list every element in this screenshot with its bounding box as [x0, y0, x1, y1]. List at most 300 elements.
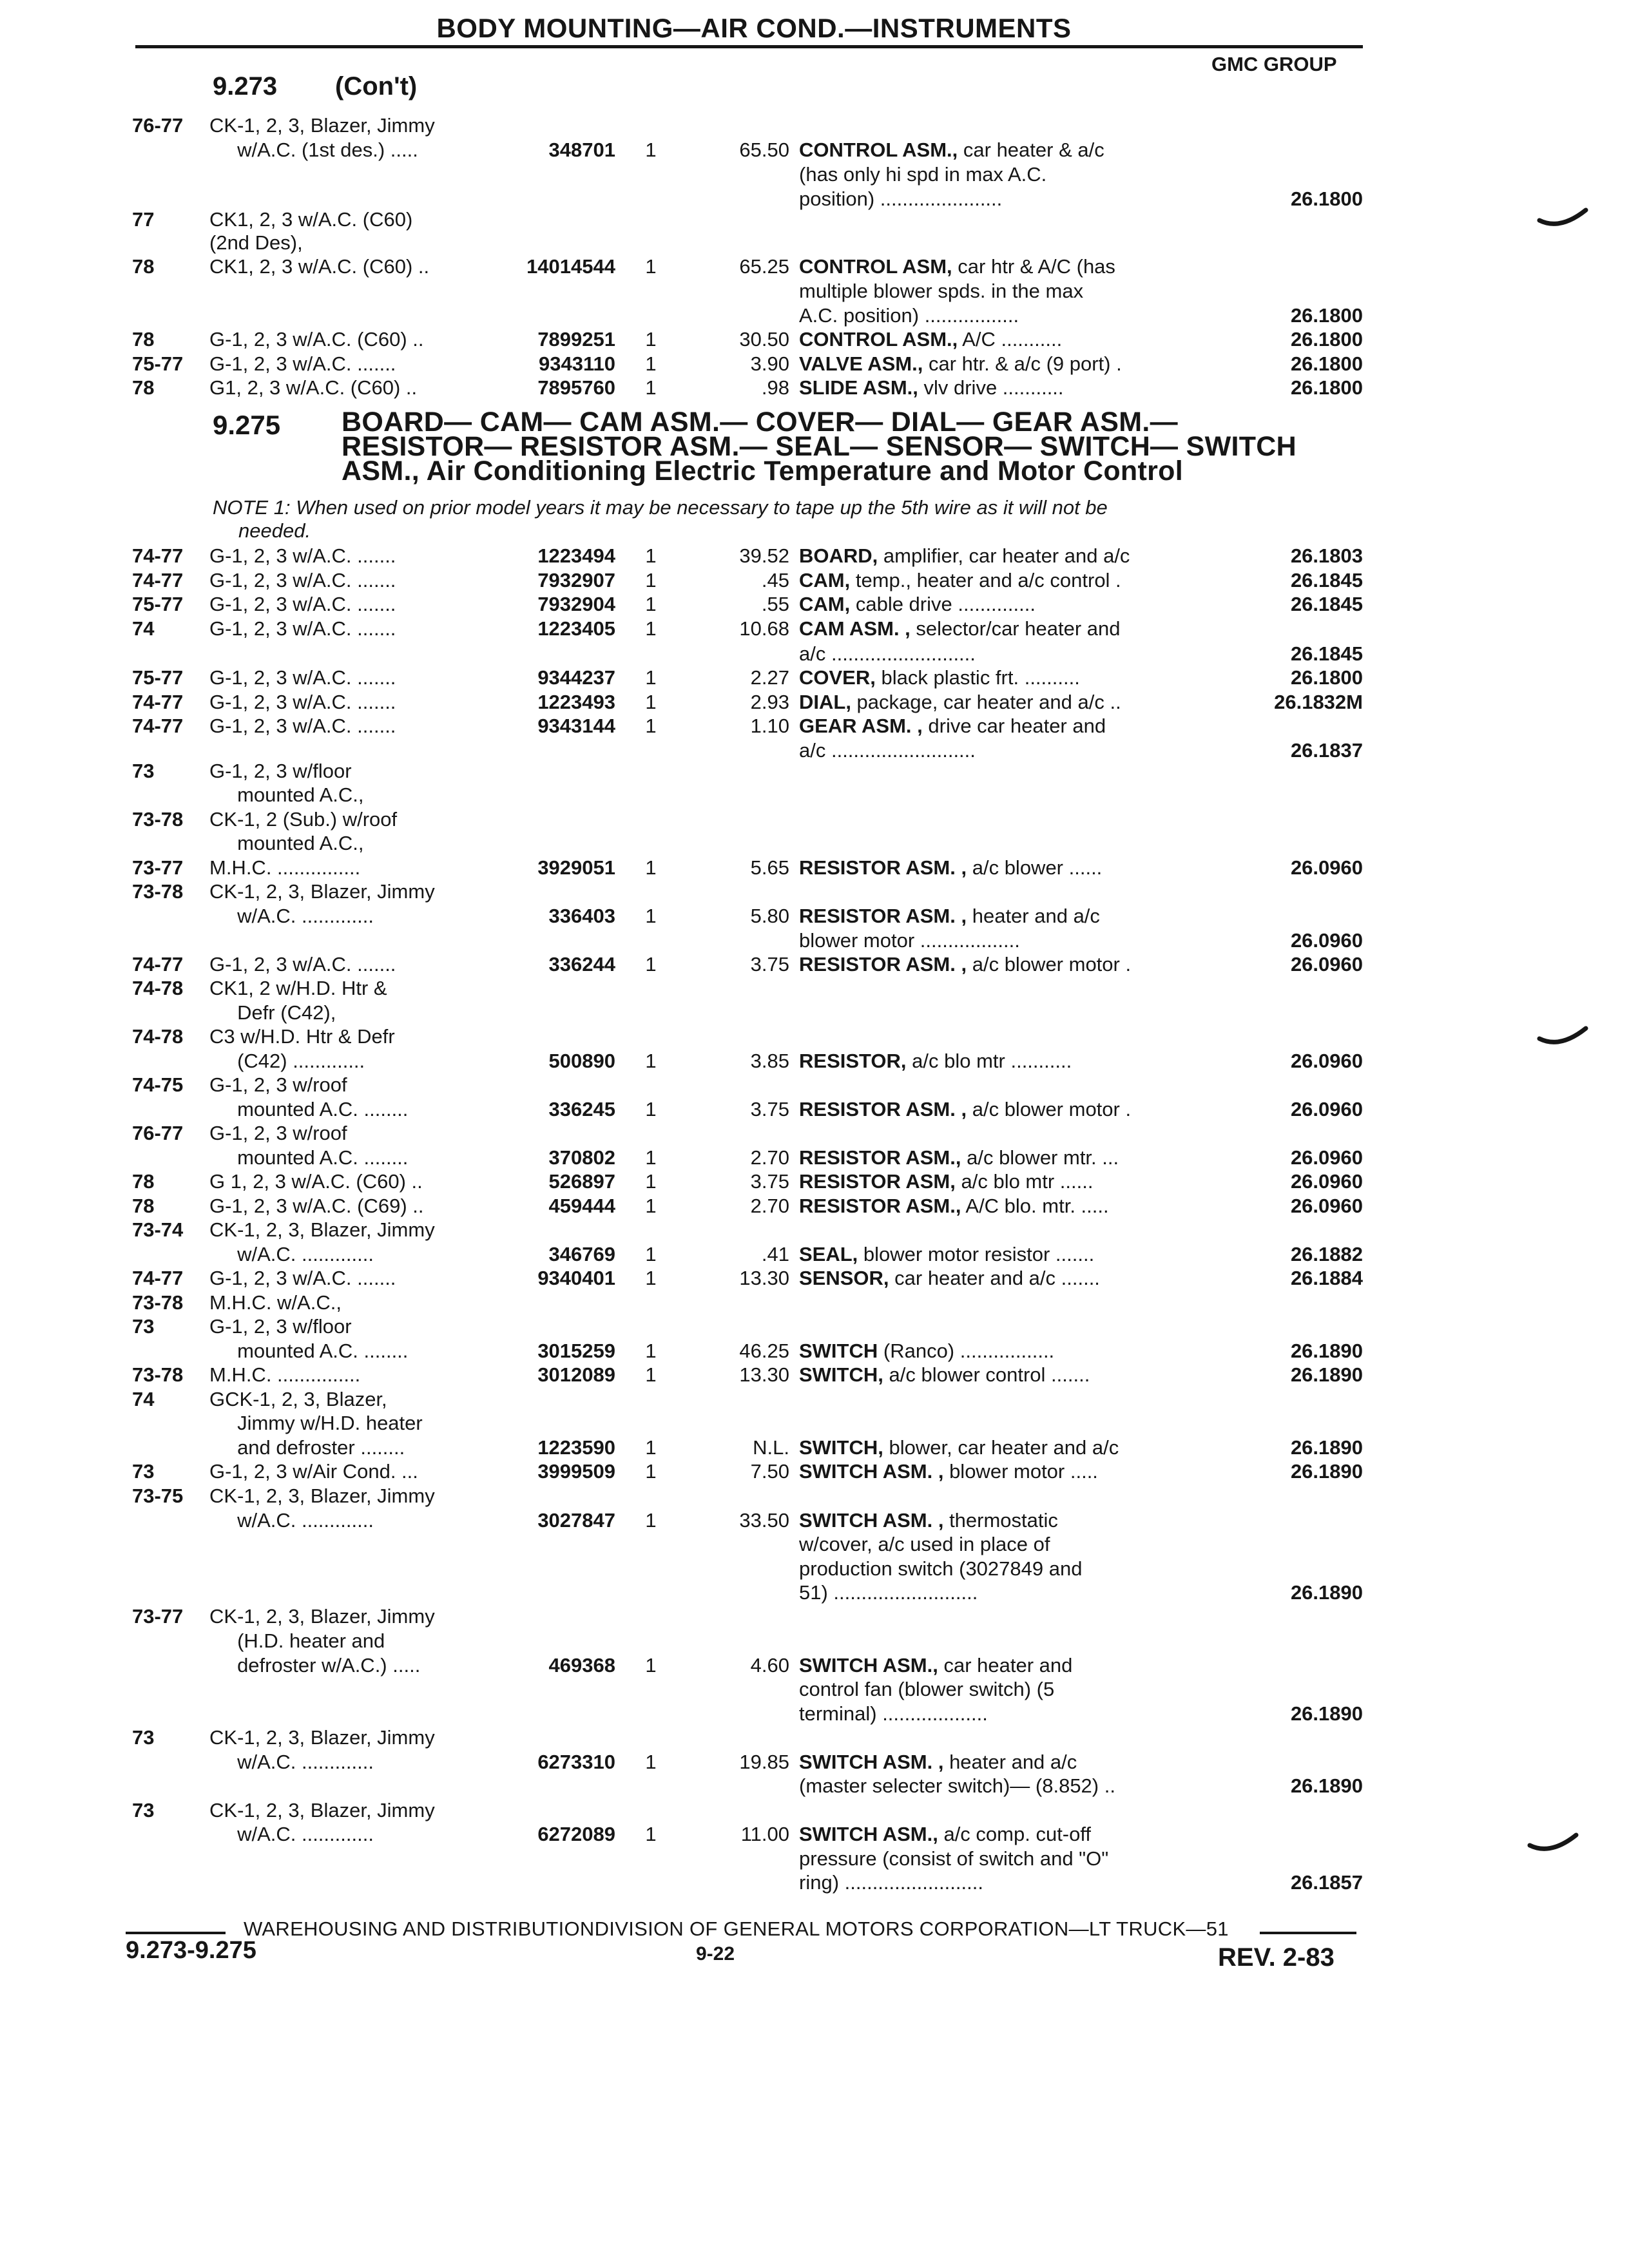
description	[799, 1774, 1115, 1798]
price: 10.68	[739, 617, 789, 640]
application: mounted A.C.,	[209, 783, 364, 806]
model-years: 73-78	[132, 808, 184, 831]
description-text: drive car heater and	[922, 715, 1106, 737]
group-number: 26.1800	[1290, 328, 1363, 351]
part-name: RESISTOR ASM,	[799, 1170, 956, 1193]
application: w/A.C. .............	[209, 1751, 374, 1773]
quantity: 1	[645, 569, 657, 591]
table-row	[0, 1146, 1629, 1171]
table-row	[0, 1484, 1629, 1510]
part-name: SEAL,	[799, 1243, 858, 1265]
quantity: 1	[645, 1267, 657, 1289]
model-years: 73-78	[132, 880, 184, 903]
application: mounted A.C. ........	[209, 1098, 409, 1120]
application: G1, 2, 3 w/A.C. (C60) ..	[209, 376, 418, 399]
table-row	[0, 303, 1629, 329]
table-row	[0, 1604, 1629, 1630]
part-name: CAM,	[799, 569, 851, 591]
description-text: a/c blo mtr ......	[955, 1170, 1094, 1193]
description	[799, 1750, 1077, 1774]
description	[799, 352, 1122, 376]
price: 39.52	[739, 544, 789, 567]
application: G-1, 2, 3 w/A.C. (C60) ..	[209, 328, 424, 351]
description	[799, 376, 1064, 399]
description-text: cable drive ..............	[850, 593, 1036, 615]
application: and defroster ........	[209, 1436, 405, 1459]
application: CK-1, 2, 3, Blazer, Jimmy	[209, 114, 435, 137]
description-text: multiple blower spds. in the max	[799, 280, 1084, 302]
table-row	[0, 1677, 1629, 1703]
description-text: amplifier, car heater and a/c	[878, 544, 1130, 567]
part-number: 3027847	[537, 1509, 615, 1532]
price: 33.50	[739, 1509, 789, 1532]
part-name: CONTROL ASM.,	[799, 328, 958, 351]
price: 7.50	[750, 1460, 789, 1483]
part-name: RESISTOR ASM. ,	[799, 905, 967, 927]
application: GCK-1, 2, 3, Blazer,	[209, 1388, 387, 1410]
part-number: 9340401	[537, 1267, 615, 1289]
part-number: 7899251	[537, 328, 615, 351]
price: 65.25	[739, 255, 789, 278]
quantity: 1	[645, 1170, 657, 1193]
group-number: 26.1845	[1290, 593, 1363, 615]
application: CK-1, 2, 3, Blazer, Jimmy	[209, 1605, 435, 1628]
table-row	[0, 904, 1629, 930]
part-name: RESISTOR ASM.,	[799, 1195, 961, 1217]
table-row	[0, 1459, 1629, 1485]
quantity: 1	[645, 1823, 657, 1845]
application: CK1, 2 w/H.D. Htr &	[209, 977, 387, 999]
application: CK-1, 2, 3, Blazer, Jimmy	[209, 880, 435, 903]
quantity: 1	[645, 953, 657, 975]
description-text: a/c blower ......	[967, 856, 1103, 879]
model-years: 76-77	[132, 114, 184, 137]
description	[799, 303, 1019, 327]
application: w/A.C. .............	[209, 1509, 374, 1532]
description	[799, 138, 1104, 162]
quantity: 1	[645, 139, 657, 161]
part-name: SWITCH,	[799, 1363, 883, 1386]
part-name: SWITCH,	[799, 1436, 883, 1459]
description	[799, 928, 1020, 952]
description	[799, 856, 1102, 879]
table-row	[0, 1242, 1629, 1268]
description-text: (has only hi spd in max A.C.	[799, 163, 1047, 186]
table-row	[0, 207, 1629, 233]
description-text: A.C. position) .................	[799, 304, 1019, 327]
description	[799, 592, 1036, 616]
description-text: production switch (3027849 and	[799, 1557, 1083, 1580]
part-number: 9343110	[539, 352, 615, 375]
part-number: 6273310	[537, 1751, 615, 1773]
application: Jimmy w/H.D. heater	[209, 1412, 423, 1434]
table-row	[0, 666, 1629, 691]
description-text: a/c blo mtr ...........	[906, 1050, 1072, 1072]
price: 19.85	[739, 1751, 789, 1773]
model-years: 73-75	[132, 1485, 184, 1507]
price: 13.30	[739, 1267, 789, 1289]
application: G 1, 2, 3 w/A.C. (C60) ..	[209, 1170, 423, 1193]
group-number: 26.1800	[1290, 376, 1363, 399]
part-number: 370802	[548, 1146, 615, 1169]
description	[799, 690, 1121, 714]
description-text: vlv drive ...........	[918, 376, 1064, 399]
application: G-1, 2, 3 w/A.C. .......	[209, 1267, 396, 1289]
part-name: SWITCH	[799, 1340, 878, 1362]
description	[799, 1870, 983, 1894]
quantity: 1	[645, 544, 657, 567]
part-name: CONTROL ASM,	[799, 255, 952, 278]
part-number: 1223493	[537, 691, 615, 713]
model-years: 74-75	[132, 1073, 184, 1096]
application: G-1, 2, 3 w/A.C. .......	[209, 352, 396, 375]
description	[799, 255, 1115, 278]
description-text: blower motor .....	[943, 1460, 1098, 1483]
description	[799, 1242, 1094, 1266]
part-name: CONTROL ASM.,	[799, 139, 958, 161]
price: 2.70	[750, 1146, 789, 1169]
description	[799, 544, 1130, 568]
description	[799, 714, 1106, 738]
table-row	[0, 1557, 1629, 1582]
application: CK1, 2, 3 w/A.C. (C60)	[209, 208, 413, 231]
description	[799, 1581, 978, 1604]
part-number: 9343144	[537, 715, 615, 737]
table-row	[0, 231, 1629, 256]
model-years: 73-77	[132, 1605, 184, 1628]
price: 30.50	[739, 328, 789, 351]
note-line: NOTE 1: When used on prior model years it may be necessary to tape up the 5th wire as it will not be	[213, 496, 1108, 519]
section-number: 9.273	[213, 72, 278, 101]
part-number: 1223405	[537, 617, 615, 640]
table-row	[0, 759, 1629, 785]
table-row	[0, 831, 1629, 857]
description-text: black plastic frt. ..........	[875, 666, 1080, 689]
application: w/A.C. .............	[209, 905, 374, 927]
group-label: GMC GROUP	[1211, 53, 1337, 75]
group-number: 26.1845	[1290, 642, 1363, 665]
table-row	[0, 113, 1629, 139]
price: .98	[761, 376, 789, 399]
table-row	[0, 952, 1629, 978]
part-number: 9344237	[537, 666, 615, 689]
part-number: 3999509	[537, 1460, 615, 1483]
quantity: 1	[645, 905, 657, 927]
quantity: 1	[645, 593, 657, 615]
quantity: 1	[645, 856, 657, 879]
table-row	[0, 976, 1629, 1002]
model-years: 73-77	[132, 856, 184, 879]
quantity: 1	[645, 1436, 657, 1459]
price: 2.70	[750, 1195, 789, 1217]
application: mounted A.C.,	[209, 832, 364, 854]
application: CK-1, 2 (Sub.) w/roof	[209, 808, 398, 831]
model-years: 74-77	[132, 715, 184, 737]
part-name: RESISTOR ASM.,	[799, 1146, 961, 1169]
table-row	[0, 544, 1629, 570]
model-years: 74-77	[132, 544, 184, 567]
price: 2.27	[750, 666, 789, 689]
application: mounted A.C. ........	[209, 1340, 409, 1362]
quantity: 1	[645, 1460, 657, 1483]
part-number: 336245	[548, 1098, 615, 1120]
model-years: 78	[132, 328, 155, 351]
application: CK-1, 2, 3, Blazer, Jimmy	[209, 1218, 435, 1241]
price: N.L.	[753, 1436, 789, 1459]
table-row	[0, 1073, 1629, 1099]
description-text: position) ......................	[799, 187, 1003, 210]
part-name: GEAR ASM. ,	[799, 715, 923, 737]
description-text: blower motor ..................	[799, 929, 1020, 952]
part-name: CAM ASM. ,	[799, 617, 911, 640]
description	[799, 1459, 1098, 1483]
price: 1.10	[750, 715, 789, 737]
group-number: 26.0960	[1290, 929, 1363, 952]
model-years: 73	[132, 1726, 155, 1749]
group-number: 26.0960	[1290, 856, 1363, 879]
description	[799, 1146, 1119, 1169]
table-row	[0, 1870, 1629, 1896]
part-name: SENSOR,	[799, 1267, 889, 1289]
description	[799, 1557, 1082, 1581]
description-text: car heater & a/c	[958, 139, 1104, 161]
part-name: BOARD,	[799, 544, 878, 567]
table-row	[0, 714, 1629, 740]
quantity: 1	[645, 352, 657, 375]
description	[799, 666, 1080, 689]
group-number: 26.1890	[1290, 1774, 1363, 1797]
table-row	[0, 1169, 1629, 1195]
description-text: (master selecter switch)— (8.852) ..	[799, 1774, 1115, 1797]
application: G-1, 2, 3 w/A.C. .......	[209, 691, 396, 713]
quantity: 1	[645, 1098, 657, 1120]
table-row	[0, 807, 1629, 833]
price: 5.80	[750, 905, 789, 927]
application: G-1, 2, 3 w/A.C. .......	[209, 569, 396, 591]
description-text: A/C blo. mtr. .....	[961, 1195, 1109, 1217]
table-row	[0, 1024, 1629, 1050]
table-row	[0, 162, 1629, 188]
quantity: 1	[645, 691, 657, 713]
price: .45	[761, 569, 789, 591]
description-text: terminal) ...................	[799, 1702, 988, 1725]
quantity: 1	[645, 1195, 657, 1217]
model-years: 78	[132, 1195, 155, 1217]
quantity: 1	[645, 376, 657, 399]
quantity: 1	[645, 1751, 657, 1773]
price: .55	[761, 593, 789, 615]
description-text: thermostatic	[943, 1509, 1058, 1532]
description-text: a/c ..........................	[799, 642, 976, 665]
quantity: 1	[645, 617, 657, 640]
model-years: 73-74	[132, 1218, 184, 1241]
description-text: car htr. & a/c (9 port) .	[923, 352, 1122, 375]
group-number: 26.1800	[1290, 187, 1363, 210]
application: G-1, 2, 3 w/A.C. .......	[209, 593, 396, 615]
application: CK-1, 2, 3, Blazer, Jimmy	[209, 1726, 435, 1749]
part-number: 7895760	[537, 376, 615, 399]
description-text: 51) ..........................	[799, 1581, 978, 1604]
description-text: ring) .........................	[799, 1871, 983, 1894]
application: G-1, 2, 3 w/A.C. .......	[209, 715, 396, 737]
table-row	[0, 1774, 1629, 1800]
group-number: 26.1800	[1290, 352, 1363, 375]
description-text: heater and a/c	[943, 1751, 1077, 1773]
table-row	[0, 690, 1629, 716]
table-row	[0, 1508, 1629, 1534]
price: 65.50	[739, 139, 789, 161]
description	[799, 617, 1120, 640]
application: G-1, 2, 3 w/floor	[209, 760, 352, 782]
description-text: a/c comp. cut-off	[938, 1823, 1092, 1845]
price: 3.75	[750, 1098, 789, 1120]
part-number: 6272089	[537, 1823, 615, 1845]
table-row	[0, 1798, 1629, 1824]
part-number: 14014544	[526, 255, 615, 278]
section-continued-label: (Con't)	[335, 72, 418, 101]
table-row	[0, 1314, 1629, 1340]
part-name: DIAL,	[799, 691, 851, 713]
table-row	[0, 376, 1629, 401]
group-number: 26.1890	[1290, 1436, 1363, 1459]
table-row	[0, 327, 1629, 353]
part-number: 336244	[548, 953, 615, 975]
description	[799, 162, 1046, 186]
part-name: RESISTOR,	[799, 1050, 907, 1072]
group-number: 26.0960	[1290, 953, 1363, 975]
section-275-number: 9.275	[213, 410, 281, 440]
table-row	[0, 1387, 1629, 1413]
price: 5.65	[750, 856, 789, 879]
part-number: 348701	[548, 139, 615, 161]
group-number: 26.1890	[1290, 1460, 1363, 1483]
footer-rule	[1260, 1932, 1356, 1934]
part-number: 469368	[548, 1654, 615, 1677]
part-name: COVER,	[799, 666, 876, 689]
quantity: 1	[645, 328, 657, 351]
table-row	[0, 1725, 1629, 1751]
model-years: 73	[132, 1315, 155, 1338]
description	[799, 1532, 1050, 1556]
table-row	[0, 856, 1629, 881]
table-row	[0, 1581, 1629, 1606]
description	[799, 1677, 1054, 1701]
table-row	[0, 1532, 1629, 1558]
model-years: 74-77	[132, 953, 184, 975]
application: (C42) .............	[209, 1050, 365, 1072]
application: G-1, 2, 3 w/A.C. .......	[209, 953, 396, 975]
table-row	[0, 1266, 1629, 1292]
description-text: A/C ...........	[958, 328, 1063, 351]
table-row	[0, 1291, 1629, 1316]
application: G-1, 2, 3 w/roof	[209, 1073, 347, 1096]
footer-page-number: 9-22	[696, 1943, 735, 1965]
description	[799, 1097, 1131, 1121]
quantity: 1	[645, 1509, 657, 1532]
part-name: CAM,	[799, 593, 851, 615]
description-text: temp., heater and a/c control .	[850, 569, 1121, 591]
description-text: car htr & A/C (has	[952, 255, 1115, 278]
page-title: BODY MOUNTING—AIR COND.—INSTRUMENTS	[436, 13, 1072, 43]
application: w/A.C. .............	[209, 1243, 374, 1265]
section-275-title-line: RESISTOR— RESISTOR ASM.— SEAL— SENSOR— SWITCH— SWITCH	[342, 431, 1296, 462]
group-number: 26.1884	[1290, 1267, 1363, 1289]
table-row	[0, 1847, 1629, 1872]
application: M.H.C. ...............	[209, 856, 361, 879]
table-row	[0, 592, 1629, 618]
part-name: VALVE ASM.,	[799, 352, 923, 375]
description	[799, 1653, 1072, 1677]
footer-rule	[126, 1932, 226, 1934]
price: 4.60	[750, 1654, 789, 1677]
description	[799, 1049, 1072, 1073]
table-row	[0, 1436, 1629, 1461]
model-years: 73	[132, 1460, 155, 1483]
group-number: 26.1890	[1290, 1702, 1363, 1725]
quantity: 1	[645, 255, 657, 278]
model-years: 73	[132, 760, 155, 782]
application: C3 w/H.D. Htr & Defr	[209, 1025, 395, 1048]
group-number: 26.0960	[1290, 1195, 1363, 1217]
model-years: 74-78	[132, 977, 184, 999]
description	[799, 1169, 1093, 1193]
application: M.H.C. w/A.C.,	[209, 1291, 342, 1314]
table-row	[0, 1702, 1629, 1727]
model-years: 74-77	[132, 1267, 184, 1289]
table-row	[0, 279, 1629, 305]
description-text: a/c blower motor .	[967, 1098, 1132, 1120]
model-years: 78	[132, 1170, 155, 1193]
group-number: 26.0960	[1290, 1050, 1363, 1072]
group-number: 26.1890	[1290, 1581, 1363, 1604]
table-row	[0, 1363, 1629, 1389]
application: M.H.C. ...............	[209, 1363, 361, 1386]
table-row	[0, 1097, 1629, 1123]
table-row	[0, 138, 1629, 164]
part-number: 500890	[548, 1050, 615, 1072]
binder-mark	[1537, 1023, 1588, 1049]
table-row	[0, 1218, 1629, 1244]
quantity: 1	[645, 715, 657, 737]
description-text: heater and a/c	[967, 905, 1100, 927]
quantity: 1	[645, 666, 657, 689]
model-years: 78	[132, 376, 155, 399]
group-number: 26.1803	[1290, 544, 1363, 567]
table-row	[0, 1822, 1629, 1848]
application: G-1, 2, 3 w/A.C. .......	[209, 666, 396, 689]
part-name: RESISTOR ASM. ,	[799, 856, 967, 879]
price: 11.00	[740, 1823, 789, 1845]
model-years: 74	[132, 1388, 155, 1410]
application: G-1, 2, 3 w/roof	[209, 1122, 347, 1144]
description	[799, 1702, 988, 1725]
part-name: SWITCH ASM. ,	[799, 1460, 944, 1483]
description	[799, 1339, 1054, 1363]
binder-mark	[1537, 205, 1588, 231]
application: Defr (C42),	[209, 1001, 336, 1024]
quantity: 1	[645, 1243, 657, 1265]
group-number: 26.1890	[1290, 1363, 1363, 1386]
group-number: 26.0960	[1290, 1146, 1363, 1169]
application: (2nd Des),	[209, 231, 303, 254]
description-text: (Ranco) .................	[878, 1340, 1055, 1362]
model-years: 77	[132, 208, 155, 231]
part-number: 346769	[548, 1243, 615, 1265]
application: (H.D. heater and	[209, 1629, 385, 1652]
group-number: 26.1800	[1290, 304, 1363, 327]
quantity: 1	[645, 1146, 657, 1169]
description-text: car heater and a/c .......	[889, 1267, 1100, 1289]
